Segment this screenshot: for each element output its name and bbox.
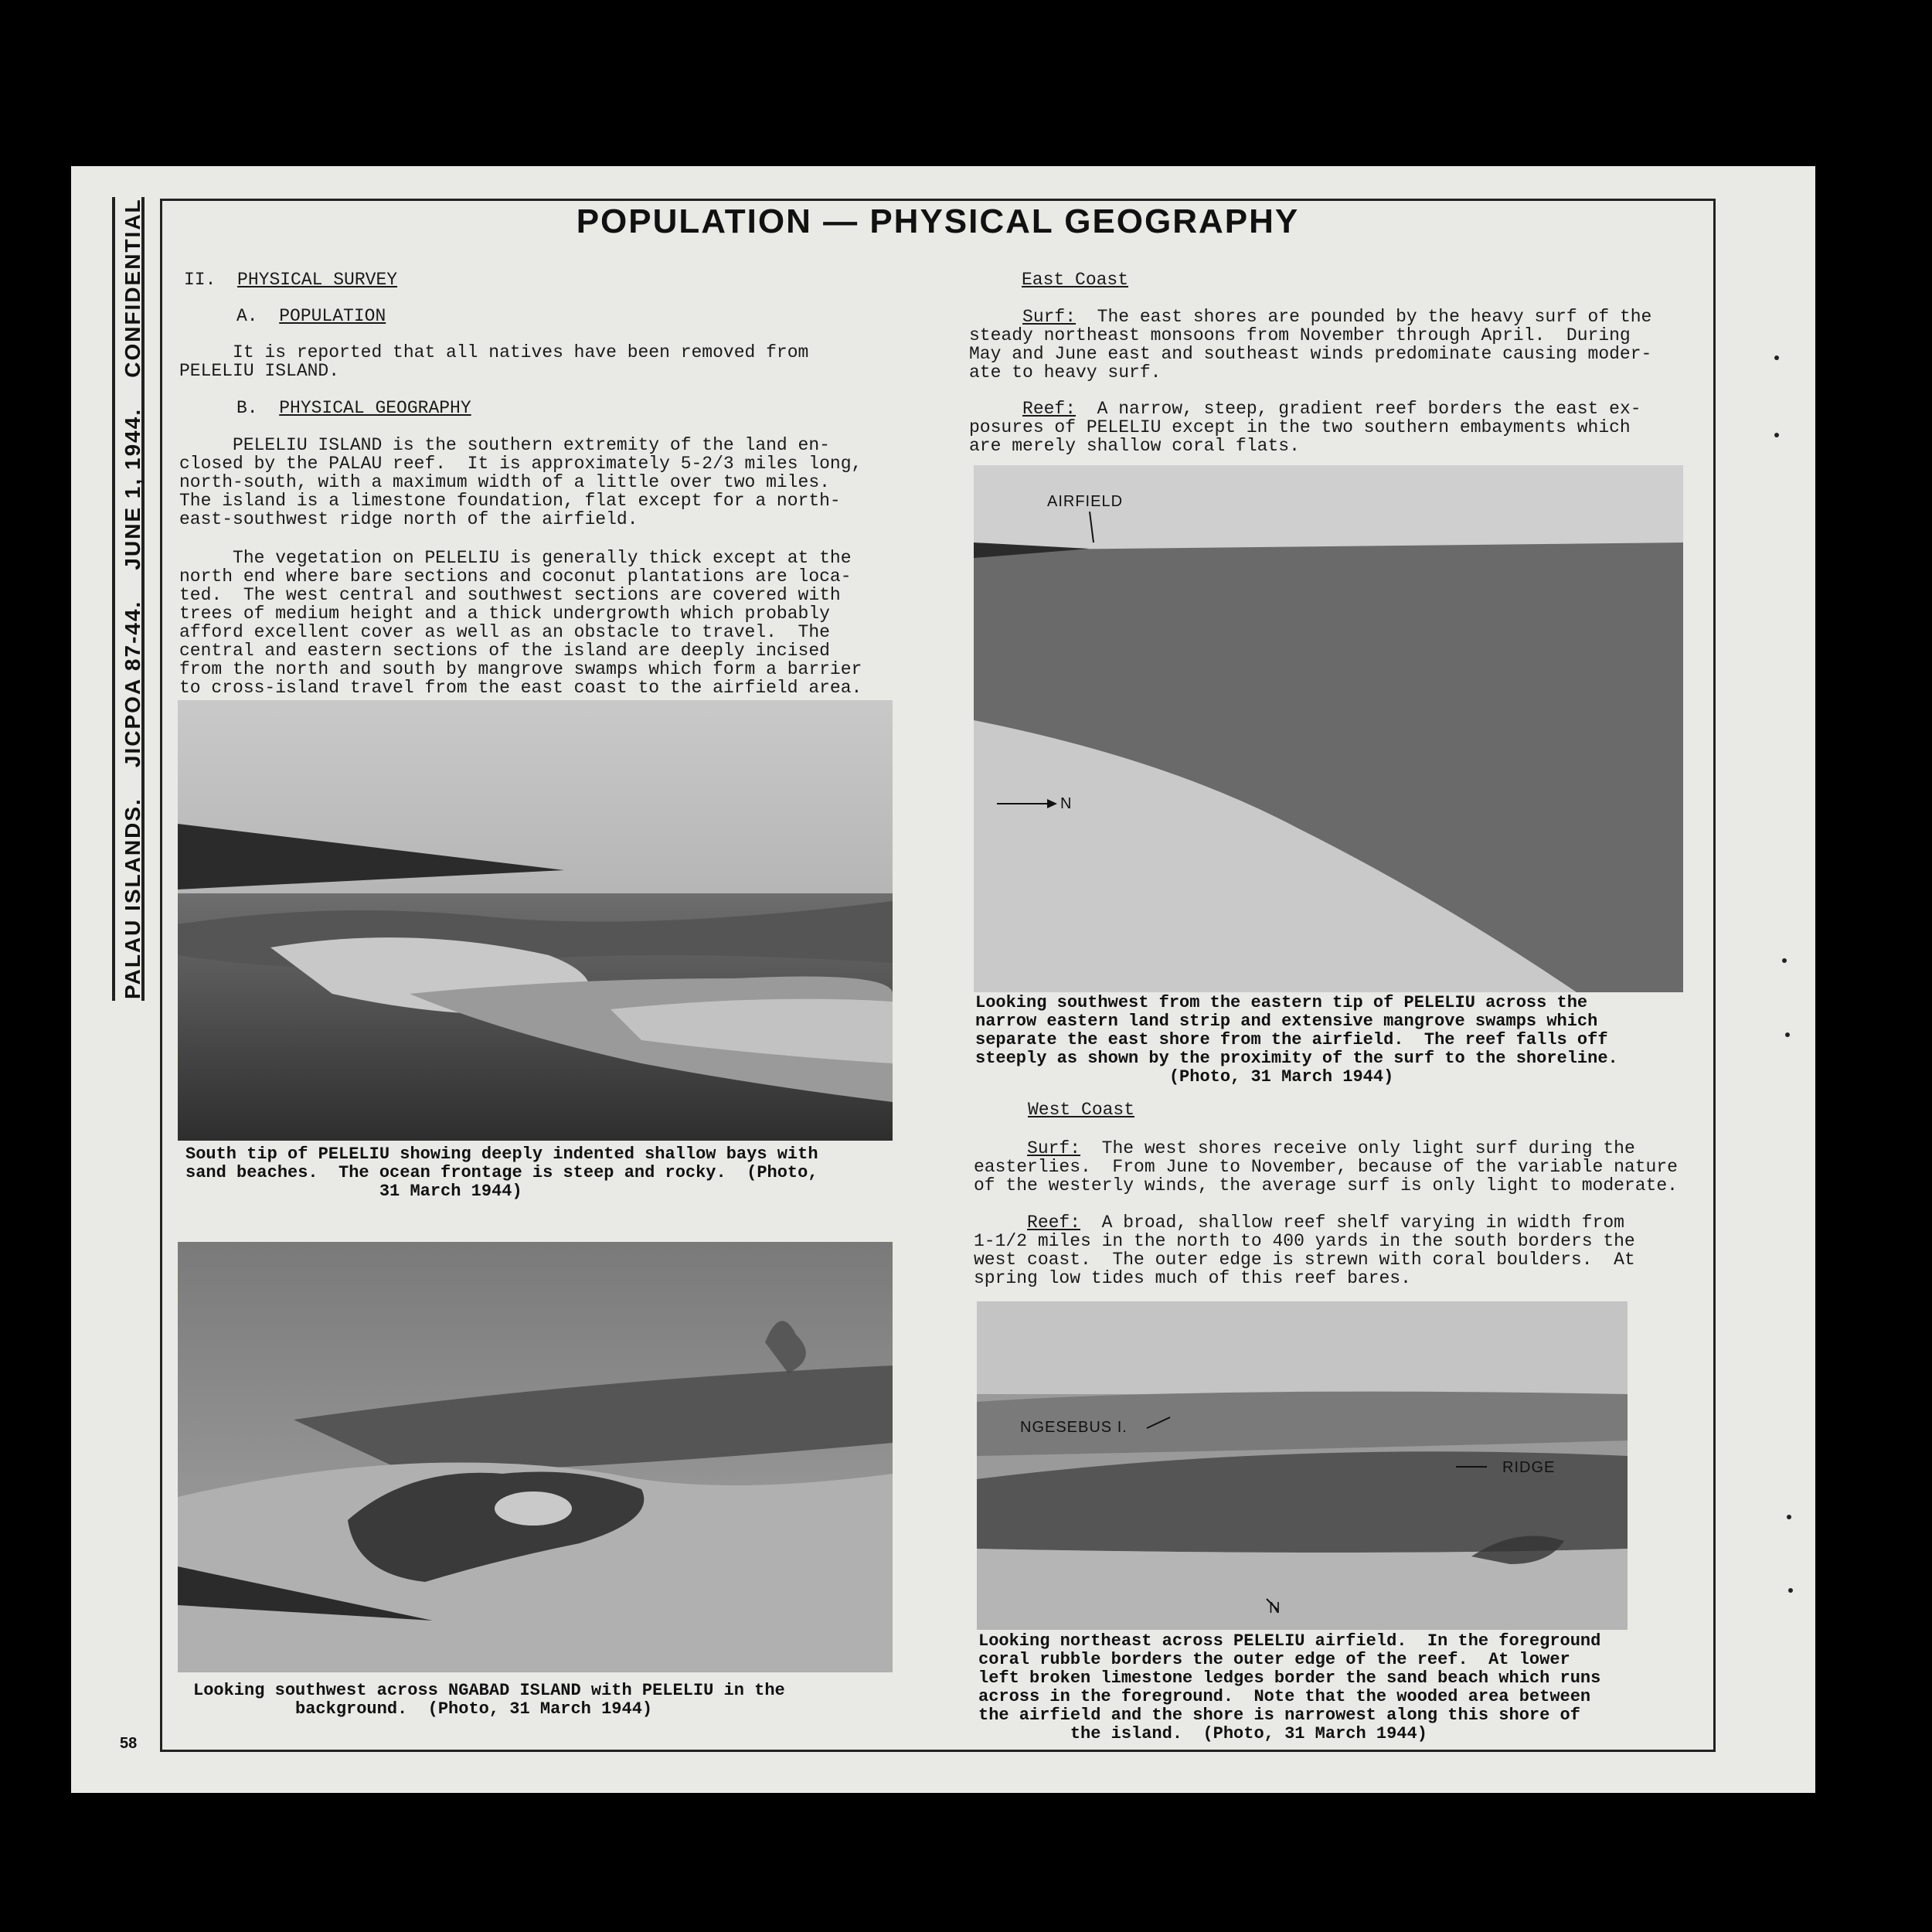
ngesebus-label: NGESEBUS I. bbox=[1020, 1419, 1128, 1436]
binding-hole bbox=[1774, 355, 1779, 360]
west-surf-paragraph: Surf: The west shores receive only light surf during the easterlies. From June to November, because of the variable nature of the westerly winds, the average surf is only light to moderate. bbox=[974, 1138, 1678, 1196]
aerial-photo-graphic bbox=[178, 700, 893, 1141]
page-title: POPULATION — PHYSICAL GEOGRAPHY bbox=[576, 202, 1300, 240]
photo-airfield-caption: Looking northeast across PELELIU airfield. In the foreground coral rubble borders the outer edge of the reef. At lower left broken limestone ledges border the sand beach which runs across in the foreground. Note that the wooded area between the airfield and the shore is narrowest along this shore of the island. (Photo, 31 March 1944) bbox=[978, 1631, 1601, 1743]
geography-paragraph-2: The vegetation on PELELIU is generally thick except at the north end where bare sections and coconut plantations are loca- ted. The west central and southwest sections are covered with trees of medium height and a thick undergrowth which probably afford excellent cover as well as an obstacle to travel. The central and eastern sections of the island are deeply incised from the north and south by mangrove swamps which form a barrier to cross-island travel from the east coast to the airfield area. bbox=[179, 548, 862, 698]
aerial-photo-graphic bbox=[974, 465, 1683, 992]
photo-ngabad-island-caption: Looking southwest across NGABAD ISLAND with PELELIU in the background. (Photo, 31 March 1944) bbox=[193, 1681, 785, 1719]
photo-east-coast bbox=[974, 465, 1683, 992]
photo-south-tip-caption: South tip of PELELIU showing deeply indented shallow bays with sand beaches. The ocean frontage is steep and rocky. (Photo, 31 March 1944) bbox=[185, 1145, 818, 1201]
section-heading bbox=[184, 270, 397, 289]
sidebar-classification: PALAU ISLANDS. JICPOA 87-44. JUNE 1, 1944. CONFIDENTIAL bbox=[121, 198, 145, 999]
reef-label: Reef: bbox=[1027, 1213, 1081, 1233]
airfield-label: AIRFIELD bbox=[1047, 493, 1124, 510]
subsection-a-label: A. bbox=[236, 306, 258, 326]
binding-hole bbox=[1788, 1588, 1793, 1593]
north-arrow-label: N bbox=[1060, 795, 1073, 812]
binding-hole bbox=[1785, 1032, 1790, 1037]
east-surf-paragraph: Surf: The east shores are pounded by the heavy surf of the steady northeast monsoons from November through April. During May and June east and southeast winds predominate causing moder- ate to heavy surf. bbox=[969, 307, 1652, 383]
binding-hole bbox=[1774, 433, 1779, 437]
west-coast-heading: West Coast bbox=[1028, 1100, 1135, 1120]
photo-ngabad-island bbox=[178, 1242, 893, 1672]
sidebar-rule bbox=[112, 197, 115, 1001]
photo-east-coast-caption: Looking southwest from the eastern tip of PELELIU across the narrow eastern land strip and extensive mangrove swamps which separate the east shore from the airfield. The reef falls off steeply as shown by the proximity of the surf to the shoreline. (Photo, 31 March 1944) bbox=[975, 993, 1618, 1087]
surf-label: Surf: bbox=[1027, 1138, 1081, 1158]
subsection-a-title: POPULATION bbox=[279, 306, 386, 326]
binding-hole bbox=[1782, 958, 1787, 963]
section-title: PHYSICAL SURVEY bbox=[237, 270, 398, 290]
population-paragraph: It is reported that all natives have been removed from PELELIU ISLAND. bbox=[179, 342, 809, 381]
north-arrow-label: N bbox=[1269, 1600, 1281, 1617]
west-reef-paragraph: Reef: A broad, shallow reef shelf varying in width from 1-1/2 miles in the north to 400 yards in the south borders the west coast. The outer edge is strewn with coral boulders. At spring low tides much of this reef bares. bbox=[974, 1213, 1635, 1288]
east-reef-paragraph: Reef: A narrow, steep, gradient reef borders the east ex- posures of PELELIU except in the two southern embayments which are merely shallow coral flats. bbox=[969, 399, 1641, 456]
reef-label: Reef: bbox=[1022, 399, 1077, 419]
subsection-b-title: PHYSICAL GEOGRAPHY bbox=[279, 398, 471, 418]
subsection-a-heading bbox=[236, 307, 386, 325]
east-coast-heading: East Coast bbox=[1022, 270, 1129, 290]
binding-hole bbox=[1787, 1515, 1791, 1519]
subsection-b-heading bbox=[236, 399, 471, 417]
ridge-label: RIDGE bbox=[1502, 1459, 1556, 1476]
aerial-photo-graphic bbox=[178, 1242, 893, 1672]
page-number: 58 bbox=[120, 1735, 138, 1752]
geography-paragraph-1: PELELIU ISLAND is the southern extremity of the land en- closed by the PALAU reef. It is approximately 5-2/3 miles long, north-south, with a maximum width of a little over two miles. The island is a limestone foundation, flat except for a north- east-southwest ridge north of the airfield. bbox=[179, 435, 862, 529]
section-number: II. bbox=[184, 270, 216, 290]
photo-airfield bbox=[977, 1301, 1628, 1630]
surf-label: Surf: bbox=[1022, 307, 1077, 327]
subsection-b-label: B. bbox=[236, 398, 258, 418]
photo-south-tip bbox=[178, 700, 893, 1141]
